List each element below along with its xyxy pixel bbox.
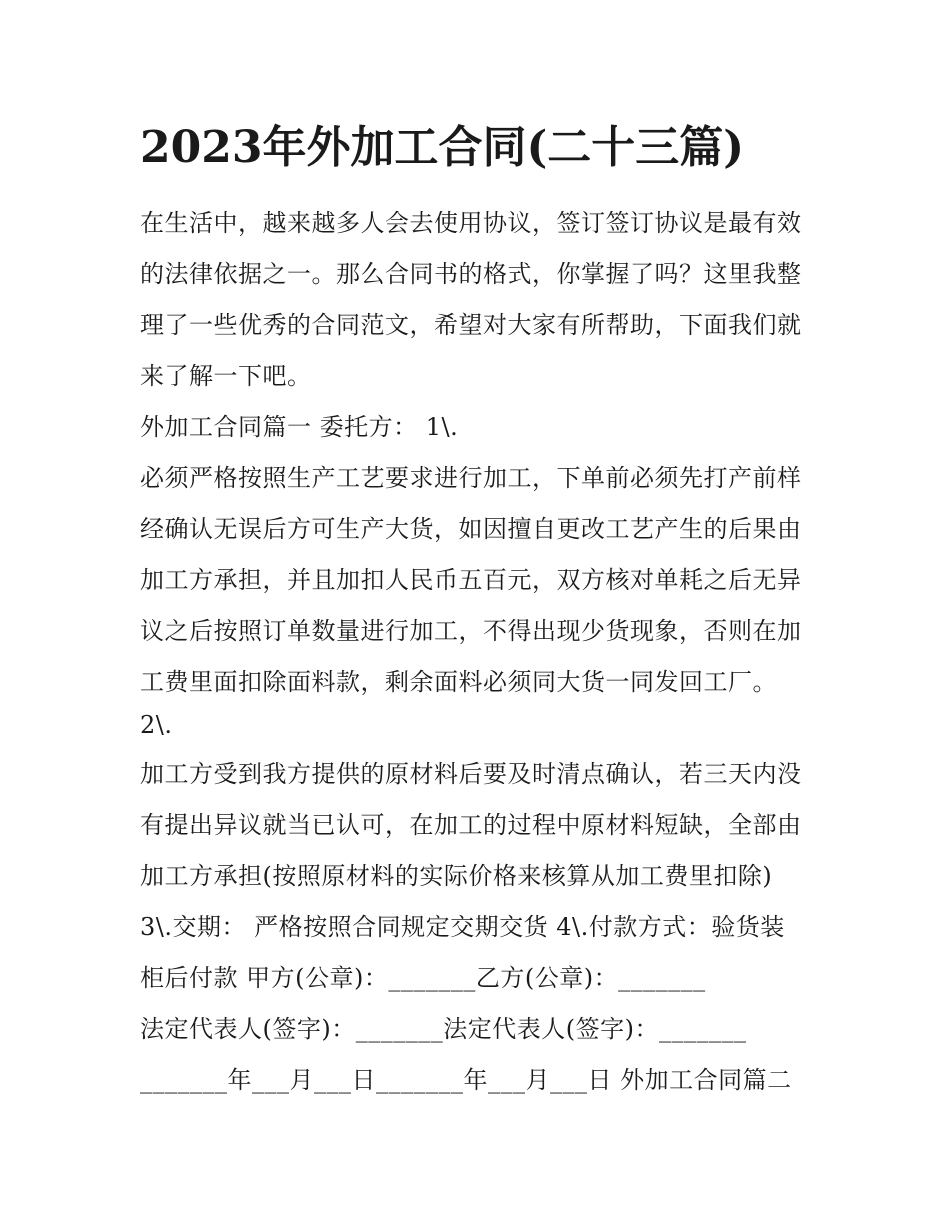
body-line: 工费里面扣除面料款，剩余面料必须同大货一同发回工厂。	[140, 668, 777, 696]
body-line: 理了一些优秀的合同范文，希望对大家有所帮助，下面我们就	[140, 311, 802, 339]
body-line: 议之后按照订单数量进行加工，不得出现少货现象，否则在加	[140, 617, 802, 645]
document-title: 2023年外加工合同(二十三篇)	[140, 122, 745, 173]
body-line: 必须严格按照生产工艺要求进行加工，下单前必须先打产前样	[140, 464, 802, 492]
signature-line: 法定代表人(签字)：_______法定代表人(签字)：_______	[140, 1015, 747, 1043]
body-line: 经确认无误后方可生产大货，如因擅自更改工艺产生的后果由	[140, 515, 802, 543]
date-line: _______年___月___日_______年___月___日 外加工合同篇二	[140, 1066, 792, 1094]
body-line: 的法律依据之一。那么合同书的格式，你掌握了吗？这里我整	[140, 260, 802, 288]
section-heading: 外加工合同篇一 委托方： 1\.	[140, 413, 459, 441]
signature-line: 柜后付款 甲方(公章)：_______乙方(公章)：_______	[140, 964, 706, 992]
body-line: 在生活中，越来越多人会去使用协议，签订签订协议是最有效	[140, 209, 802, 237]
body-line: 来了解一下吧。	[140, 362, 312, 390]
body-line: 加工方受到我方提供的原材料后要及时清点确认，若三天内没	[140, 760, 802, 788]
body-line: 加工方承担(按照原材料的实际价格来核算从加工费里扣除)	[140, 862, 773, 890]
body-line: 加工方承担，并且加扣人民币五百元，双方核对单耗之后无异	[140, 566, 802, 594]
body-line: 3\.交期： 严格按照合同规定交期交货 4\.付款方式：验货装	[140, 913, 785, 941]
item-number: 2\.	[140, 711, 173, 739]
body-line: 有提出异议就当已认可，在加工的过程中原材料短缺，全部由	[140, 811, 802, 839]
